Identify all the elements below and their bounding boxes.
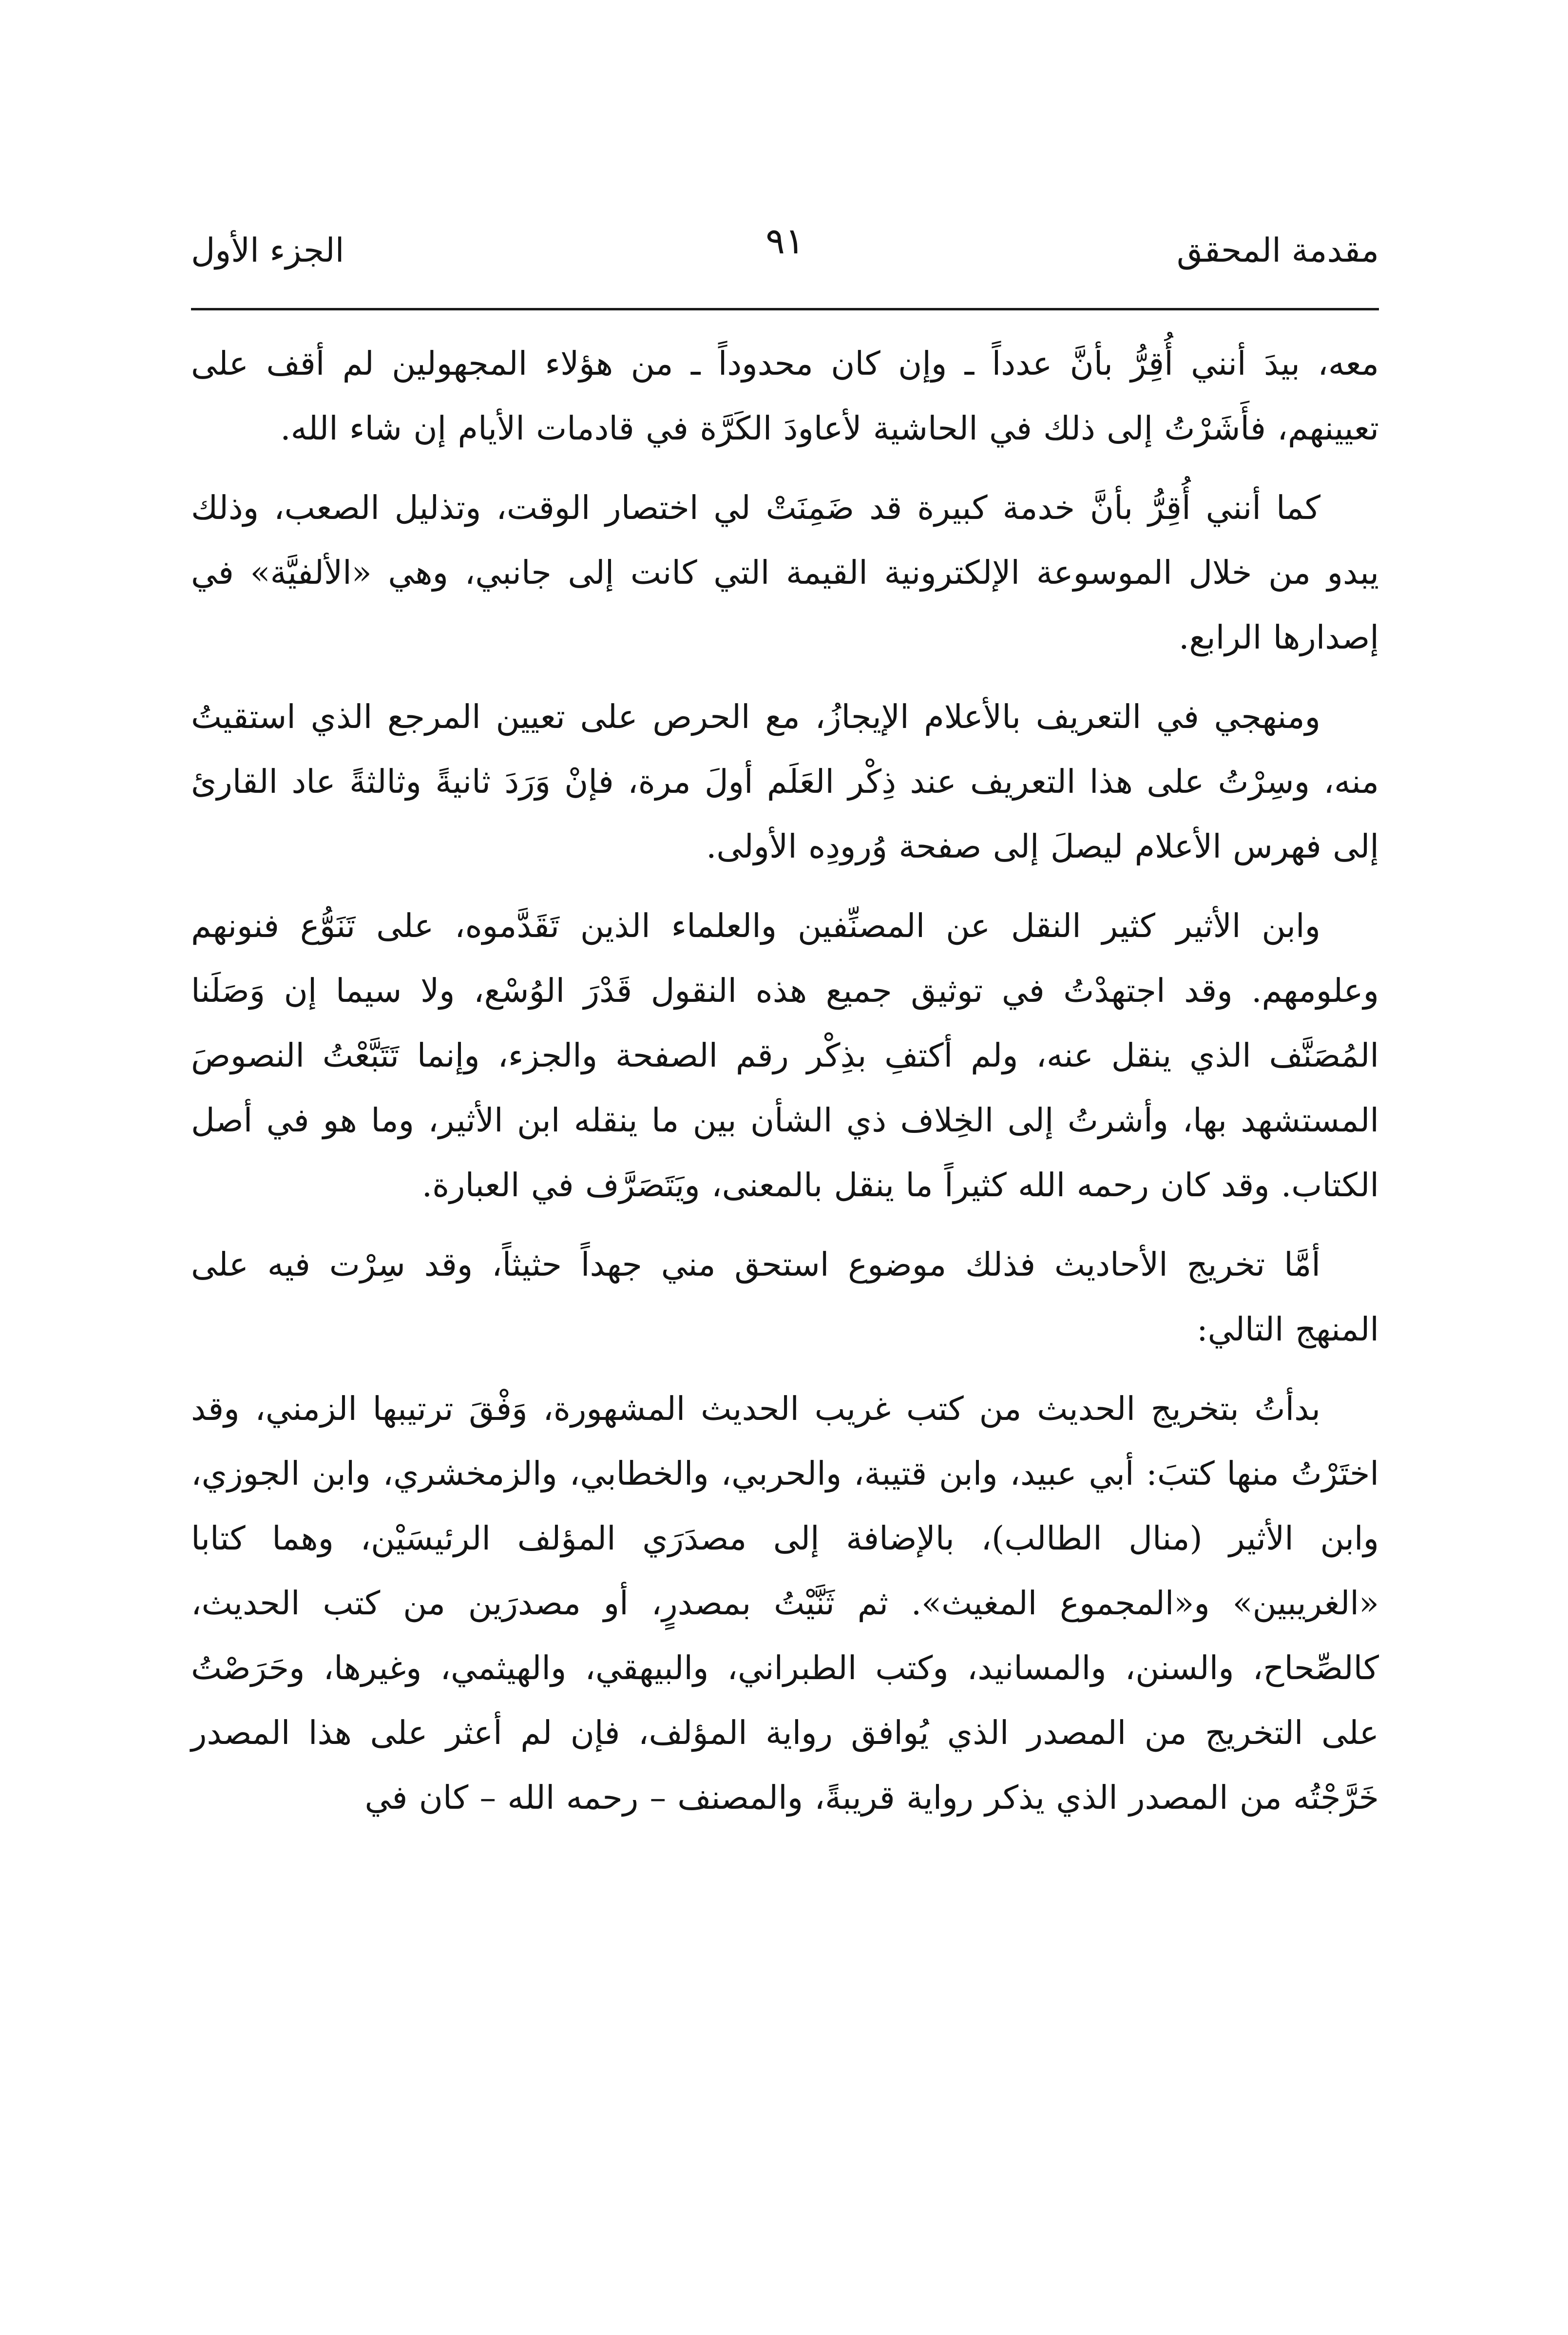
- paragraph-3: ومنهجي في التعريف بالأعلام الإيجازُ، مع الحرص على تعيين المرجع الذي استقيتُ منه، وسِرْتُ على هذا التعريف عند ذِكْر العَلَم أولَ مرة، فإنْ وَرَدَ ثانيةً وثالثةً عاد القارئ إلى فهرس الأعلام ليصلَ إلى صفحة وُرودِه الأولى.: [191, 698, 1379, 865]
- page-number: ٩١: [765, 220, 804, 262]
- paragraph-6: بدأتُ بتخريج الحديث من كتب غريب الحديث المشهورة، وَفْقَ ترتيبها الزمني، وقد اختَرْتُ منها كتبَ: أبي عبيد، وابن قتيبة، والحربي، والخطابي، والزمخشري، وابن الجوزي، وابن الأثير (منال الطالب)، بالإضافة إلى مصدَرَي المؤلف الرئيسَيْن، وهما كتابا «الغريبين» و«المجموع المغيث». ثم ثَنَّيْتُ بمصدرٍ، أو مصدرَين من كتب الحديث، كالصِّحاح، والسنن، والمسانيد، وكتب الطبراني، والبيهقي، والهيثمي، وغيرها، وحَرَصْتُ على التخريج من المصدر الذي يُوافق رواية المؤلف، فإن لم أعثر على هذا المصدر خَرَّجْتُه من المصدر الذي يذكر رواية قريبةً، والمصنف – رحمه الله – كان في: [191, 1390, 1379, 1817]
- body-text: [191, 331, 1379, 1830]
- header-section-title: مقدمة المحقق: [1177, 231, 1379, 270]
- header-volume-title: الجزء الأول: [191, 231, 344, 270]
- paragraph-4: وابن الأثير كثير النقل عن المصنِّفين والعلماء الذين تَقَدَّموه، على تَنَوُّع فنونهم وعلومهم. وقد اجتهدْتُ في توثيق جميع هذه النقول قَدْرَ الوُسْع، ولا سيما إن وَصَلَنا المُصَنَّف الذي ينقل عنه، ولم أكتفِ بذِكْر رقم الصفحة والجزء، وإنما تَتَبَّعْتُ النصوصَ المستشهد بها، وأشرتُ إلى الخِلاف ذي الشأن بين ما ينقله ابن الأثير، وما هو في أصل الكتاب. وقد كان رحمه الله كثيراً ما ينقل بالمعنى، ويَتَصَرَّف في العبارة.: [191, 907, 1379, 1204]
- paragraph-2: كما أنني أُقِرُّ بأنَّ خدمة كبيرة قد ضَمِنَتْ لي اختصار الوقت، وتذليل الصعب، وذلك يبدو من خلال الموسوعة الإلكترونية القيمة التي كانت إلى جانبي، وهي «الألفيَّة» في إصدارها الرابع.: [191, 489, 1379, 656]
- paragraph-5: أمَّا تخريج الأحاديث فذلك موضوع استحق مني جهداً حثيثاً، وقد سِرْت فيه على المنهج التالي:: [191, 1245, 1379, 1348]
- running-header: [191, 214, 1379, 287]
- header-rule: [191, 308, 1379, 310]
- paragraph-1: معه، بيدَ أنني أُقِرُّ بأنَّ عدداً ـ وإن كان محدوداً ـ من هؤلاء المجهولين لم أقف على تعيينهم، فأَشَرْتُ إلى ذلك في الحاشية لأعاودَ الكَرَّة في قادمات الأيام إن شاء الله.: [191, 345, 1379, 447]
